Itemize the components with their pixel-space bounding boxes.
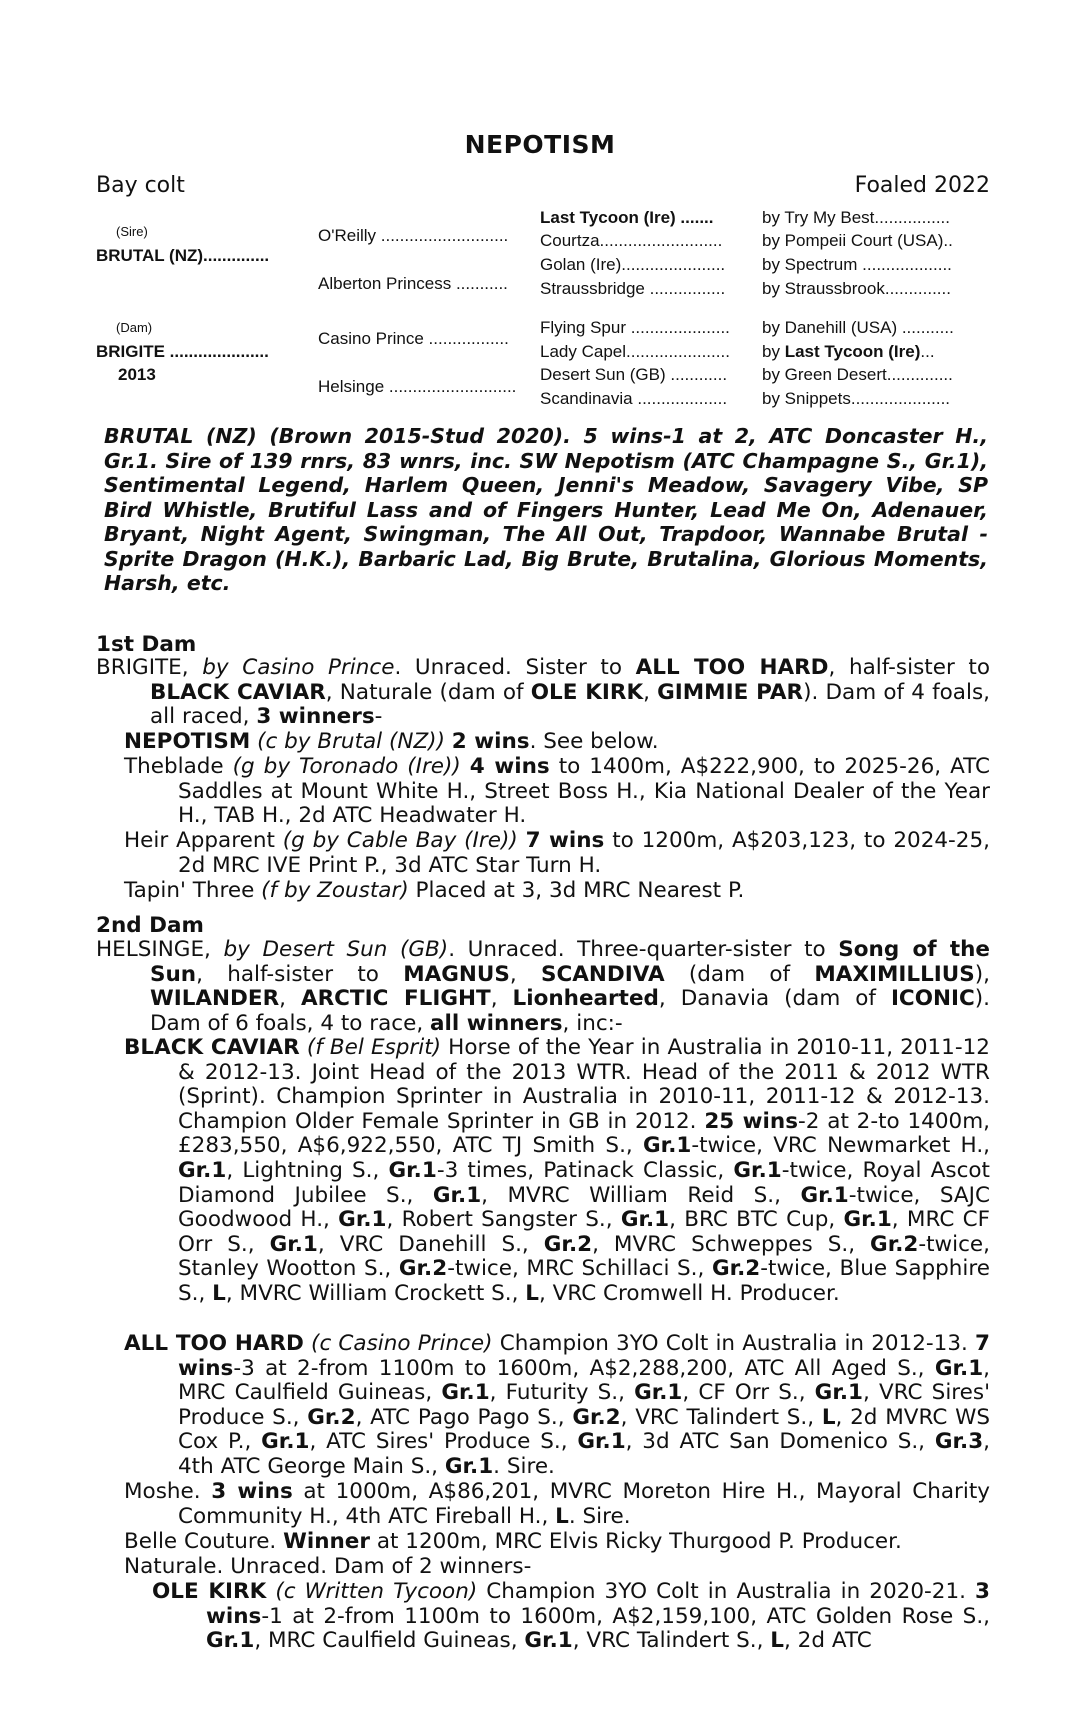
foal-ole-kirk-entry: OLE KIRK (c Written Tycoon) Champion 3YO Colt in Australia in 2020-21. 3 wins-1 at 2-from 1100m to 1600m, A$2,159,100, ATC Golden Rose S., Gr.1, MRC Caulfield Guineas, Gr.1, VRC Talindert S., L, 2d ATC — [152, 1579, 990, 1654]
dam-brigite-entry: BRIGITE, by Casino Prince. Unraced. Sister to ALL TOO HARD, half-sister to BLACK CAVIAR, Naturale (dam of OLE KIRK, GIMMIE PAR). Dam of 4 foals, all raced, 3 winners- — [96, 655, 991, 730]
sire-name: BRUTAL (NZ).............. — [96, 246, 270, 265]
foal-tapin-three-entry: Tapin' Three (f by Zoustar) Placed at 3, 3d MRC Nearest P. — [124, 878, 745, 903]
g4-green-desert: by Green Desert.............. — [762, 365, 953, 384]
g3-desert-sun: Desert Sun (GB) ............ — [540, 365, 728, 384]
dam-year: 2013 — [118, 365, 156, 384]
dam-helsinge-entry: HELSINGE, by Desert Sun (GB). Unraced. Three-quarter-sister to Song of the Sun, half-sister to MAGNUS, SCANDIVA (dam of MAXIMILLIUS), WILANDER, ARCTIC FLIGHT, Lionhearted, Danavia (dam of ICONIC). Dam of 6 foals, 4 to race, all winners, inc:- — [96, 937, 991, 1036]
horse-description — [96, 173, 990, 198]
g4-try-my-best: by Try My Best................ — [762, 208, 950, 227]
g3-straussbridge: Straussbridge ................ — [540, 279, 726, 298]
dam-label: (Dam) — [116, 320, 153, 335]
dam-dam: Helsinge ........................... — [318, 377, 517, 396]
g3-golan: Golan (Ire)...................... — [540, 255, 726, 274]
sire-label: (Sire) — [116, 224, 148, 239]
foal-nepotism-entry: NEPOTISM (c by Brutal (NZ)) 2 wins. See below. — [124, 729, 659, 754]
g3-last-tycoon: Last Tycoon (Ire) ....... — [540, 208, 714, 227]
foaled-year: Foaled 2022 — [854, 173, 990, 198]
first-dam-heading: 1st Dam — [96, 632, 197, 657]
foal-theblade-entry: Theblade (g by Toronado (Ire)) 4 wins to 1400m, A$222,900, to 2025-26, ATC Saddles at Mount White H., Street Boss H., Kia National Dealer of the Year H., TAB H., 2d ATC Headwater H. — [124, 754, 991, 829]
second-dam-heading: 2nd Dam — [96, 913, 204, 938]
foal-black-caviar-entry: BLACK CAVIAR (f Bel Esprit) Horse of the Year in Australia in 2010-11, 2011-12 & 2012-13. Joint Head of the 2013 WTR. Head of the 2011 & 2012 WTR (Sprint). Champion Sprinter in Australia in 2010-11, 2011-12 & 2012-13. Champion Older Female Sprinter in GB in 2012. 25 wins-2 at 2-to 1400m, £283,550, A$6,922,550, ATC TJ Smith S., Gr.1-twice, VRC Newmarket H., Gr.1, Lightning S., Gr.1-3 times, Patinack Classic, Gr.1-twice, Royal Ascot Diamond Jubilee S., Gr.1, MVRC William Reid S., Gr.1-twice, SAJC Goodwood H., Gr.1, Robert Sangster S., Gr.1, BRC BTC Cup, Gr.1, MRC CF Orr S., Gr.1, VRC Danehill S., Gr.2, MVRC Schweppes S., Gr.2-twice, Stanley Wootton S., Gr.2-twice, MRC Schillaci S., Gr.2-twice, Blue Sapphire S., L, MVRC William Crockett S., L, VRC Cromwell H. Producer. — [124, 1035, 991, 1306]
dam-sire: Casino Prince ................. — [318, 329, 509, 348]
g3-scandinavia: Scandinavia ................... — [540, 389, 728, 408]
g4-straussbrook: by Straussbrook.............. — [762, 279, 951, 298]
foal-all-too-hard-entry: ALL TOO HARD (c Casino Prince) Champion 3YO Colt in Australia in 2012-13. 7 wins-3 at 2-from 1100m to 1600m, A$2,288,200, ATC All Aged S., Gr.1, MRC Caulfield Guineas, Gr.1, Futurity S., Gr.1, CF Orr S., Gr.1, VRC Sires' Produce S., Gr.2, ATC Pago Pago S., Gr.2, VRC Talindert S., L, 2d MVRC WS Cox P., Gr.1, ATC Sires' Produce S., Gr.1, 3d ATC San Domenico S., Gr.3, 4th ATC George Main S., Gr.1. Sire. — [124, 1331, 991, 1479]
foal-heir-apparent-entry: Heir Apparent (g by Cable Bay (Ire)) 7 wins to 1200m, A$203,123, to 2024-25, 2d MRC IVE Print P., 3d ATC Star Turn H. — [124, 828, 990, 878]
sire-sire: O'Reilly ........................... — [318, 226, 509, 245]
g4-last-tycoon: by Last Tycoon (Ire)... — [762, 342, 935, 361]
colour-sex: Bay colt — [96, 173, 185, 198]
sire-summary: BRUTAL (NZ) (Brown 2015-Stud 2020). 5 wins-1 at 2, ATC Doncaster H., Gr.1. Sire of 139 rnrs, 83 wnrs, inc. SW Nepotism (ATC Champagne S., Gr.1), Sentimental Legend, Harlem Queen, Jenni's Meadow, Savagery Vibe, SP Bird Whistle, Brutiful Lass and of Fingers Hunter, Lead Me On, Adenauer, Bryant, Night Agent, Swingman, The All Out, Trapdoor, Wannabe Brutal - Sprite Dragon (H.K.), Barbaric Lad, Big Brute, Brutalina, Glorious Moments, Harsh, etc. — [104, 424, 988, 595]
g3-flying-spur: Flying Spur ..................... — [540, 318, 730, 337]
pedigree-table — [96, 208, 996, 417]
g4-pompeii-court: by Pompeii Court (USA).. — [762, 231, 953, 250]
foal-moshe-entry: Moshe. 3 wins at 1000m, A$86,201, MVRC Moreton Hire H., Mayoral Charity Community H., 4th ATC Fireball H., L. Sire. — [124, 1479, 990, 1529]
g4-danehill: by Danehill (USA) ........... — [762, 318, 954, 337]
foal-belle-couture-entry: Belle Couture. Winner at 1200m, MRC Elvis Ricky Thurgood P. Producer. — [124, 1529, 902, 1554]
g3-lady-capel: Lady Capel...................... — [540, 342, 730, 361]
g4-spectrum: by Spectrum ................... — [762, 255, 952, 274]
g4-snippets: by Snippets..................... — [762, 389, 951, 408]
dam-name: BRIGITE ..................... — [96, 342, 269, 361]
sire-dam: Alberton Princess ........... — [318, 274, 508, 293]
horse-name: NEPOTISM — [464, 130, 616, 159]
foal-naturale-entry: Naturale. Unraced. Dam of 2 winners- — [124, 1554, 532, 1579]
g3-courtza: Courtza.......................... — [540, 231, 723, 250]
